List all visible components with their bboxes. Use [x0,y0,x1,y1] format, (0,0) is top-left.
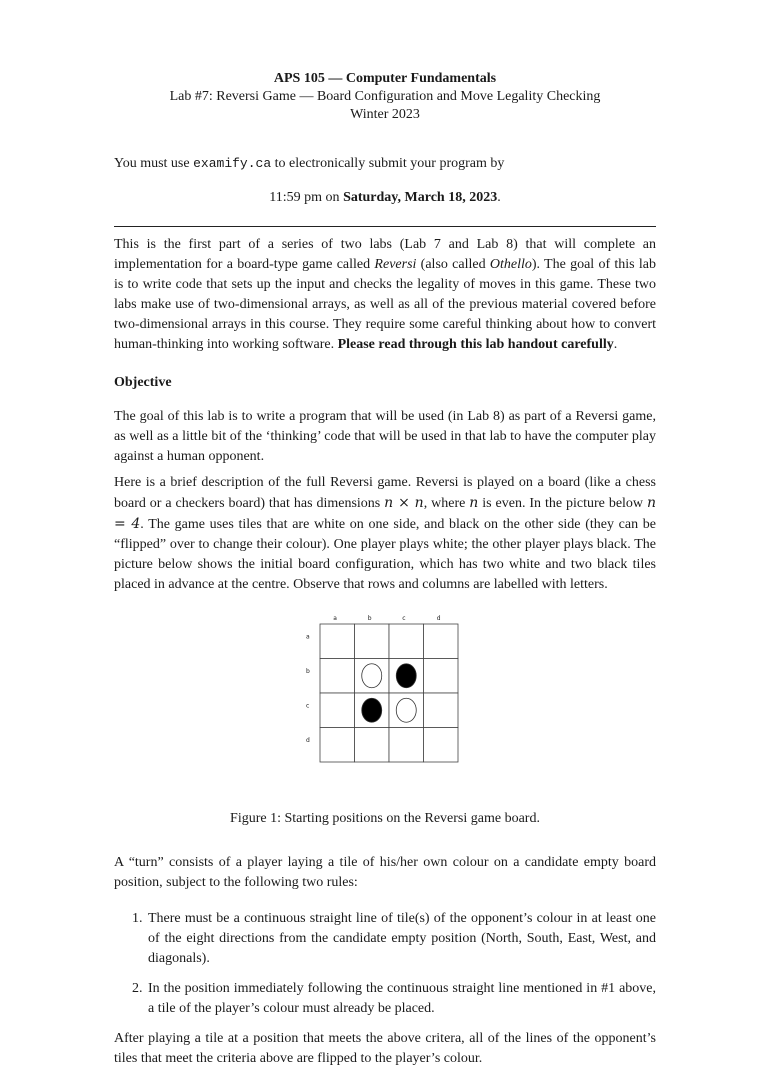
course-title: APS 105 — Computer Fundamentals [273,71,497,86]
deadline-date: Saturday, March 18, 2023 [343,190,498,205]
submission-suffix: to electronically submit your program by [271,156,505,171]
objective-heading: Objective [114,375,172,390]
document-page [114,70,656,1069]
reversi-board [114,609,656,799]
term-label: Winter 2023 [350,107,420,122]
intro-text-1: This is the first part of a series of two labs (Lab 7 and Lab 8) that will complete an implementation for a board-type game called [114,237,656,272]
board-cell [424,693,459,728]
turn-intro: A “turn” consists of a player laying a tile of his/her own colour on a candidate empty board position, subject to the following two rules: [114,855,656,890]
objective-paragraph-2 [114,473,656,595]
row-label: a [306,633,310,641]
math-n: n [469,495,479,511]
lab-title: Lab #7: Reversi Game — Board Configuration and Move Legality Checking [169,89,601,104]
objective-text-c: is even. In the picture below [478,496,647,511]
row-label: b [306,667,310,675]
horizontal-rule [114,226,656,227]
deadline-time: 11:59 pm on [269,190,344,205]
white-tile [396,698,416,722]
math-n-eq: n = 4 [114,495,656,532]
game-name-reversi: Reversi [374,257,417,272]
black-tile [362,698,382,722]
deadline-end: . [497,190,501,205]
rule-item: 1. There must be a continuous straight line of tile(s) of the opponent’s colour in at least one of the eight directions from the candidate empty position (North, South, East, West, and diagonals). [146,909,656,969]
rule-item: 2. In the position immediately following the continuous straight line mentioned in #1 above, a tile of the player’s colour must already be placed. [146,979,656,1019]
after-paragraph: After playing a tile at a position that meets the above critera, all of the lines of the opponent’s tiles that meet the criteria above are flipped to the player’s colour. [114,1031,656,1066]
column-label: a [333,615,337,622]
objective-paragraph-1: The goal of this lab is to write a program that will be used (in Lab 8) as part of a Reversi game, as well as a little bit of the ‘thinking’ code that will be used in that lab to have the computer play against a human opponent. [114,409,656,464]
row-label: d [306,736,310,744]
submission-instructions [114,154,656,174]
board-cell [424,659,459,694]
intro-text-3: ). The goal of this lab is to write code that sets up the input and checks the legality of moves in this game. These two labs make use of two-dimensional arrays, as well as all of the previous material covered before two-dimensional arrays in this course. They require some careful thinking about how to convert human-thinking into working software. [114,257,656,352]
objective-text-a: Here is a brief description of the full Reversi game. Reversi is played on a board (like a chess board or a checkers board) that has dimensions [114,475,656,511]
intro-paragraph [114,235,656,355]
intro-text-2: (also called [416,257,490,272]
rules-list [114,909,656,1019]
submission-prefix: You must use [114,156,194,171]
math-dims: n × n [384,495,424,511]
intro-end: . [613,337,618,352]
board-cell [424,728,459,763]
column-label: c [402,615,406,622]
board-cell [355,728,390,763]
board-cell [320,728,355,763]
white-tile [362,664,382,688]
objective-text-b: , where [423,496,470,511]
deadline [114,188,656,208]
board-cell [424,624,459,659]
board-cell [320,659,355,694]
examify-link[interactable]: examify.ca [193,156,272,171]
intro-emphasis: Please read through this lab handout carefully [337,337,614,352]
row-label: c [306,702,310,710]
board-cell [389,728,424,763]
column-label: b [367,615,372,622]
column-label: d [436,615,441,622]
board-cell [320,693,355,728]
board-cell [355,624,390,659]
board-figure [114,609,656,799]
figure-caption: Figure 1: Starting positions on the Reversi game board. [230,811,540,826]
objective-text-d: . The game uses tiles that are white on one side, and black on the other side (they can be “flipped” over to change their colour). One player plays white; the other player plays black. The picture below shows the initial board configuration, which has two white and two black tiles placed in advance at the centre. Observe that rows and columns are labelled with letters. [114,517,656,592]
board-cell [320,624,355,659]
black-tile [396,664,416,688]
board-cell [389,624,424,659]
game-name-othello: Othello [489,257,532,272]
